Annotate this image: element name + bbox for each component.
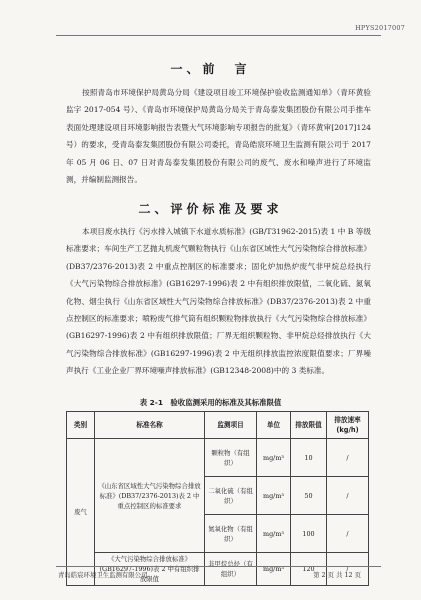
preface-paragraph bbox=[66, 84, 371, 188]
rate-cell: / bbox=[327, 477, 369, 515]
rate-cell: / bbox=[327, 553, 369, 586]
standards-table bbox=[66, 411, 369, 586]
item-cell: 二氧化硫（有组织） bbox=[205, 477, 257, 515]
standards-paragraph bbox=[66, 223, 371, 380]
header-unit: 单位 bbox=[257, 412, 291, 439]
table-caption: 表 2-1 验收监测采用的标准及其标准限值 bbox=[139, 398, 282, 407]
limit-cell: 100 bbox=[291, 515, 327, 553]
header-standard: 标准名称 bbox=[95, 412, 205, 439]
footer-company: 青岛皓宸环境卫生监测有限公司 bbox=[58, 571, 148, 579]
limit-cell: 50 bbox=[291, 477, 327, 515]
document-id: HPYS2017007 bbox=[355, 24, 405, 32]
header-limit: 排放限值 bbox=[291, 412, 327, 439]
limit-cell: 10 bbox=[291, 439, 327, 477]
table-row bbox=[67, 553, 369, 586]
standard-cell: 《山东省区域性大气污染物综合排放标准》(DB37/2376-2013)表 2 中重点控制区的标准要求 bbox=[95, 439, 205, 553]
section-title-standards: 二、评价标准及要求 bbox=[138, 202, 283, 216]
unit-cell: mg/m³ bbox=[257, 477, 291, 515]
unit-cell: mg/m³ bbox=[257, 515, 291, 553]
section-title-preface: 一、前 言 bbox=[170, 62, 251, 76]
item-cell: 氮氧化物（有组织） bbox=[205, 515, 257, 553]
rate-cell: / bbox=[327, 515, 369, 553]
footer-rule bbox=[56, 566, 381, 567]
limit-cell: 120 bbox=[291, 553, 327, 586]
unit-cell: mg/m³ bbox=[257, 553, 291, 586]
preface-text: 按照青岛市环境保护局黄岛分局《建设项目竣工环境保护验收监测通知单》（青环黄验监字 2017-054 号）、《青岛市环境保护局黄岛分局关于青岛泰发集团股份有限公司手推车表面处理建设项目环境影响报告表暨大气环境影响专项报告的批复》（青环黄审[2017]124 号）的要求，受青岛泰发集团股份有限公司委托，青岛皓宸环境卫生监测有限公司于 2017 年 05 月 06 日、07 日对青岛泰发集团股份有限公司的废气、废水和噪声进行了环境监测，并编制监测报告。 bbox=[66, 88, 371, 185]
category-cell: 废气 bbox=[67, 439, 95, 586]
header-item: 监测项目 bbox=[205, 412, 257, 439]
table-row bbox=[67, 439, 369, 477]
item-cell: 颗粒物（有组织） bbox=[205, 439, 257, 477]
header-rule bbox=[56, 35, 381, 36]
standard-cell: 《大气污染物综合排放标准》(GB16297-1996)表 2 中有组织排放限值 bbox=[95, 553, 205, 586]
header-rate: 排放速率(kg/h) bbox=[327, 412, 369, 439]
rate-cell: / bbox=[327, 439, 369, 477]
table-header-row bbox=[67, 412, 369, 439]
item-cell: 非甲烷总烃（有组织） bbox=[205, 553, 257, 586]
standards-text: 本项目废水执行《污水排入城镇下水道水质标准》(GB/T31962-2015)表 1 中 B 等级标准要求；车间生产工艺抛丸机废气颗粒物执行《山东省区域性大气污染物综合排放标准》(DB37/2376-2013)表 2 中重点控制区的标准要求；固化炉加热炉废气非甲烷总烃执行《大气污染物综合排放标准》(GB16297-1996)表 2 中有组织排放限值，二氧化硫、氮氧化物、烟尘执行《山东省区域性大气污染物综合排放标准》(DB37/2376-2013)表 2 中重点控制区的标准要求；喷粉废气排气筒有组织颗粒物排放执行《大气污染物综合排放标准》(GB16297-1996)表 2 中有组织排放限值；厂界无组织颗粒物、非甲烷总烃排放执行《大气污染物综合排放标准》(GB16297-1996)表 2 中无组织排放监控浓度限值要求；厂界噪声执行《工业企业厂界环境噪声排放标准》(GB12348-2008)中的 3 类标准。 bbox=[66, 227, 371, 376]
header-category: 类别 bbox=[67, 412, 95, 439]
unit-cell: mg/m³ bbox=[257, 439, 291, 477]
footer-page-number: 第 2 页 共 12 页 bbox=[313, 571, 361, 579]
